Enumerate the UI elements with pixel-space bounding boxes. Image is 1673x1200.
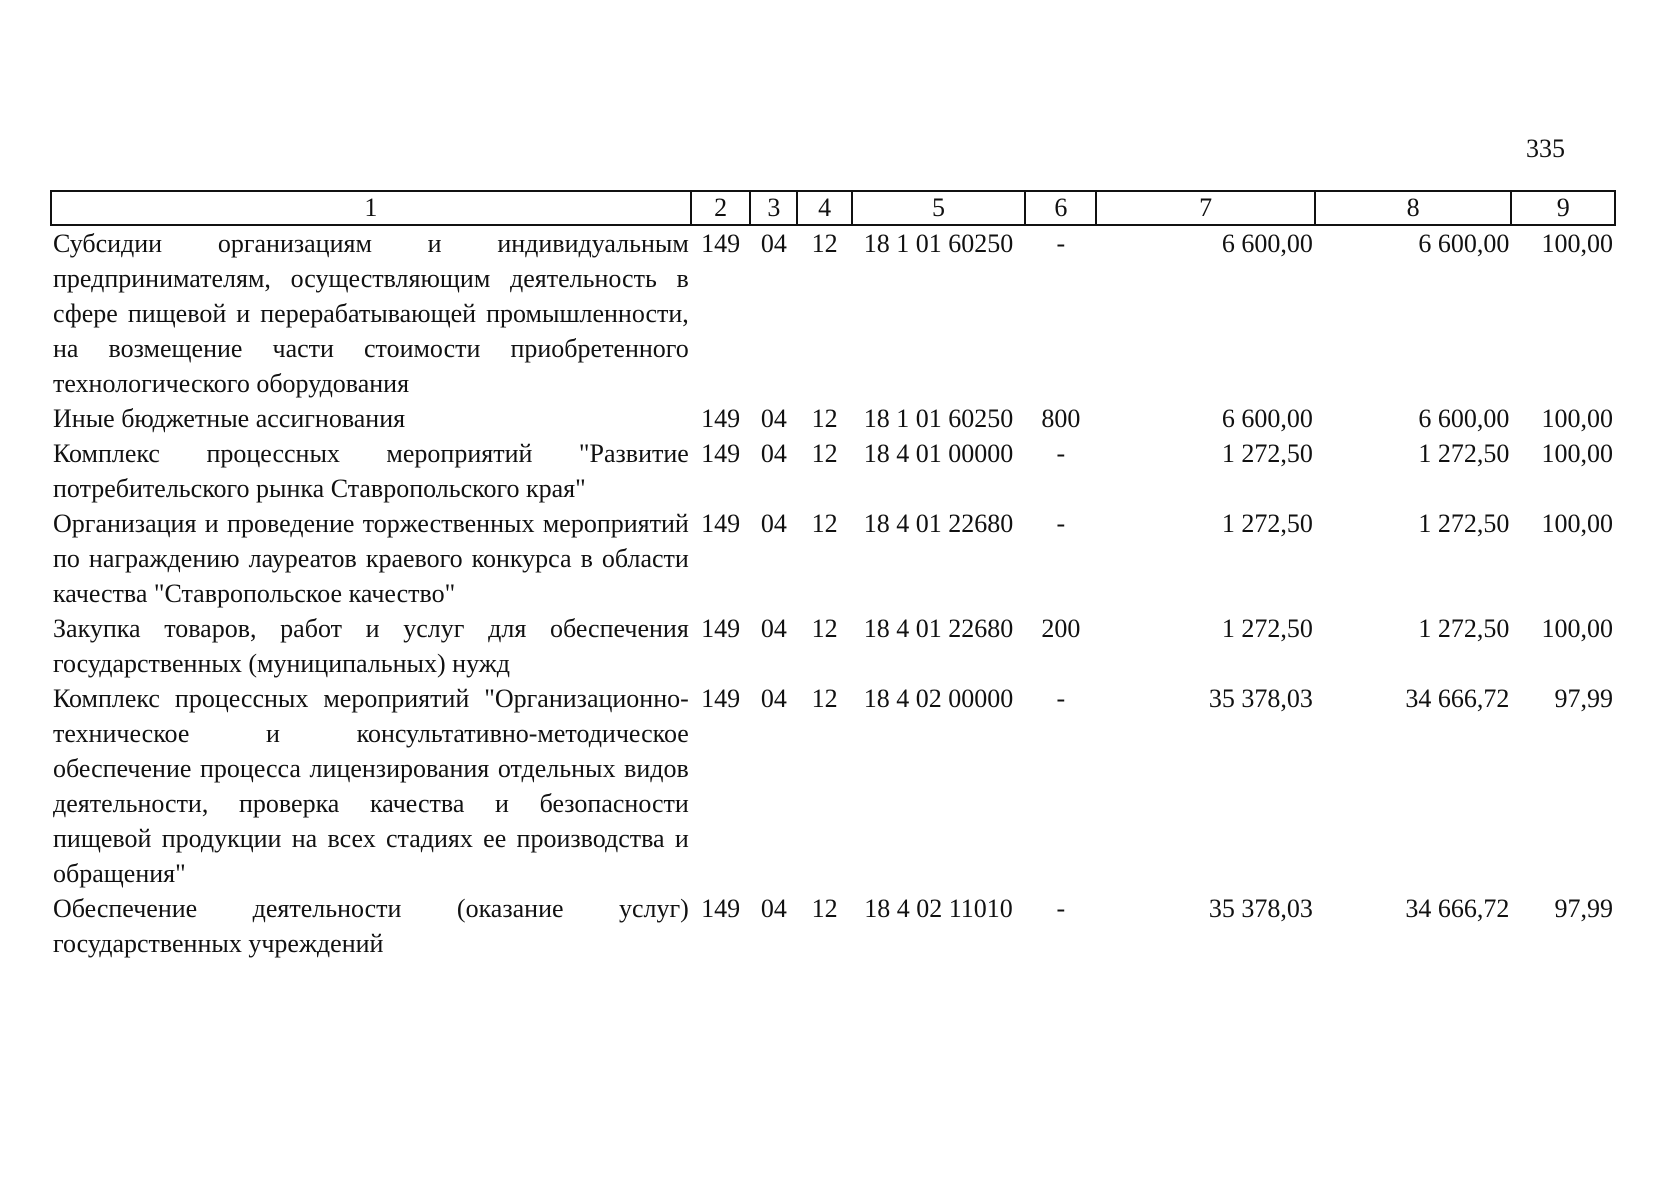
header-col-3: 3 [750,191,797,225]
table-header [51,191,1615,225]
row-ministry: 149 [701,509,741,538]
row-ministry: 149 [701,614,741,643]
row-plan: 35 378,03 [1208,894,1313,923]
header-col-6: 6 [1025,191,1096,225]
row-subsection: 12 [811,509,838,538]
row-section: 04 [760,404,787,433]
row-name: Иные бюджетные ассигнования [53,404,406,433]
row-fact: 1 272,50 [1418,614,1510,643]
row-ministry: 149 [701,684,741,713]
row-target: 18 4 02 11010 [864,894,1013,923]
row-type: - [1056,509,1066,538]
row-section: 04 [760,509,787,538]
row-type: 200 [1041,614,1081,643]
row-target: 18 4 01 22680 [863,614,1014,643]
row-ministry: 149 [701,229,741,258]
row-plan: 35 378,03 [1208,684,1313,713]
row-ministry: 149 [701,404,741,433]
header-col-4: 4 [797,191,851,225]
table-body [51,225,1615,961]
row-percent: 100,00 [1541,404,1613,433]
row-name: Закупка товаров, работ и услуг для обеспечения государственных (муниципальных) нужд [53,614,689,678]
row-subsection: 12 [811,894,838,923]
header-row [51,191,1615,225]
row-percent: 100,00 [1541,509,1613,538]
row-name: Комплекс процессных мероприятий "Организационно-техническое и консультативно-методическое обеспечение процесса лицензирования отдельных видов деятельности, проверка качества и безопасности пищевой продукции на всех стадиях ее производства и обращения" [53,684,689,888]
row-name: Обеспечение деятельности (оказание услуг) государственных учреждений [53,894,689,958]
header-col-5: 5 [852,191,1026,225]
row-type: - [1056,229,1066,258]
row-fact: 6 600,00 [1418,404,1510,433]
row-subsection: 12 [811,684,838,713]
row-section: 04 [760,439,787,468]
row-target: 18 4 01 22680 [863,509,1014,538]
row-subsection: 12 [811,439,838,468]
row-percent: 97,99 [1554,894,1613,923]
table-row [51,611,1615,681]
row-percent: 100,00 [1541,439,1613,468]
row-section: 04 [760,894,787,923]
row-percent: 97,99 [1554,684,1613,713]
row-subsection: 12 [811,229,838,258]
table-row [51,225,1615,401]
row-plan: 1 272,50 [1221,509,1313,538]
row-fact: 1 272,50 [1418,509,1510,538]
budget-table [50,190,1616,961]
table-row [51,401,1615,436]
row-name: Организация и проведение торжественных мероприятий по награждению лауреатов краевого конкурса в области качества "Ставропольское качество" [53,509,689,608]
row-name: Субсидии организациям и индивидуальным предпринимателям, осуществляющим деятельность в сфере пищевой и перерабатывающей промышленности, на возмещение части стоимости приобретенного технологического оборудования [53,229,689,398]
row-subsection: 12 [811,614,838,643]
row-type: - [1056,894,1066,923]
row-ministry: 149 [701,894,741,923]
table-row [51,506,1615,611]
header-col-2: 2 [691,191,751,225]
row-plan: 1 272,50 [1221,614,1313,643]
row-subsection: 12 [811,404,838,433]
row-target: 18 4 02 00000 [863,684,1014,713]
page-number: 335 [1526,134,1565,163]
row-fact: 6 600,00 [1418,229,1510,258]
row-target: 18 1 01 60250 [863,229,1014,258]
header-col-7: 7 [1096,191,1314,225]
row-fact: 1 272,50 [1418,439,1510,468]
row-section: 04 [760,229,787,258]
row-section: 04 [760,614,787,643]
row-percent: 100,00 [1541,229,1613,258]
table-row [51,891,1615,961]
row-plan: 6 600,00 [1221,229,1313,258]
table-row [51,681,1615,891]
row-fact: 34 666,72 [1405,684,1510,713]
row-percent: 100,00 [1541,614,1613,643]
header-col-1: 1 [51,191,691,225]
row-name: Комплекс процессных мероприятий "Развитие потребительского рынка Ставропольского края" [53,439,689,503]
header-col-8: 8 [1315,191,1512,225]
row-plan: 1 272,50 [1221,439,1313,468]
row-type: - [1056,684,1066,713]
row-type: - [1056,439,1066,468]
row-plan: 6 600,00 [1221,404,1313,433]
row-fact: 34 666,72 [1405,894,1510,923]
row-target: 18 4 01 00000 [863,439,1014,468]
table-row [51,436,1615,506]
row-section: 04 [760,684,787,713]
header-col-9: 9 [1511,191,1615,225]
row-type: 800 [1041,404,1081,433]
row-ministry: 149 [701,439,741,468]
row-target: 18 1 01 60250 [863,404,1014,433]
